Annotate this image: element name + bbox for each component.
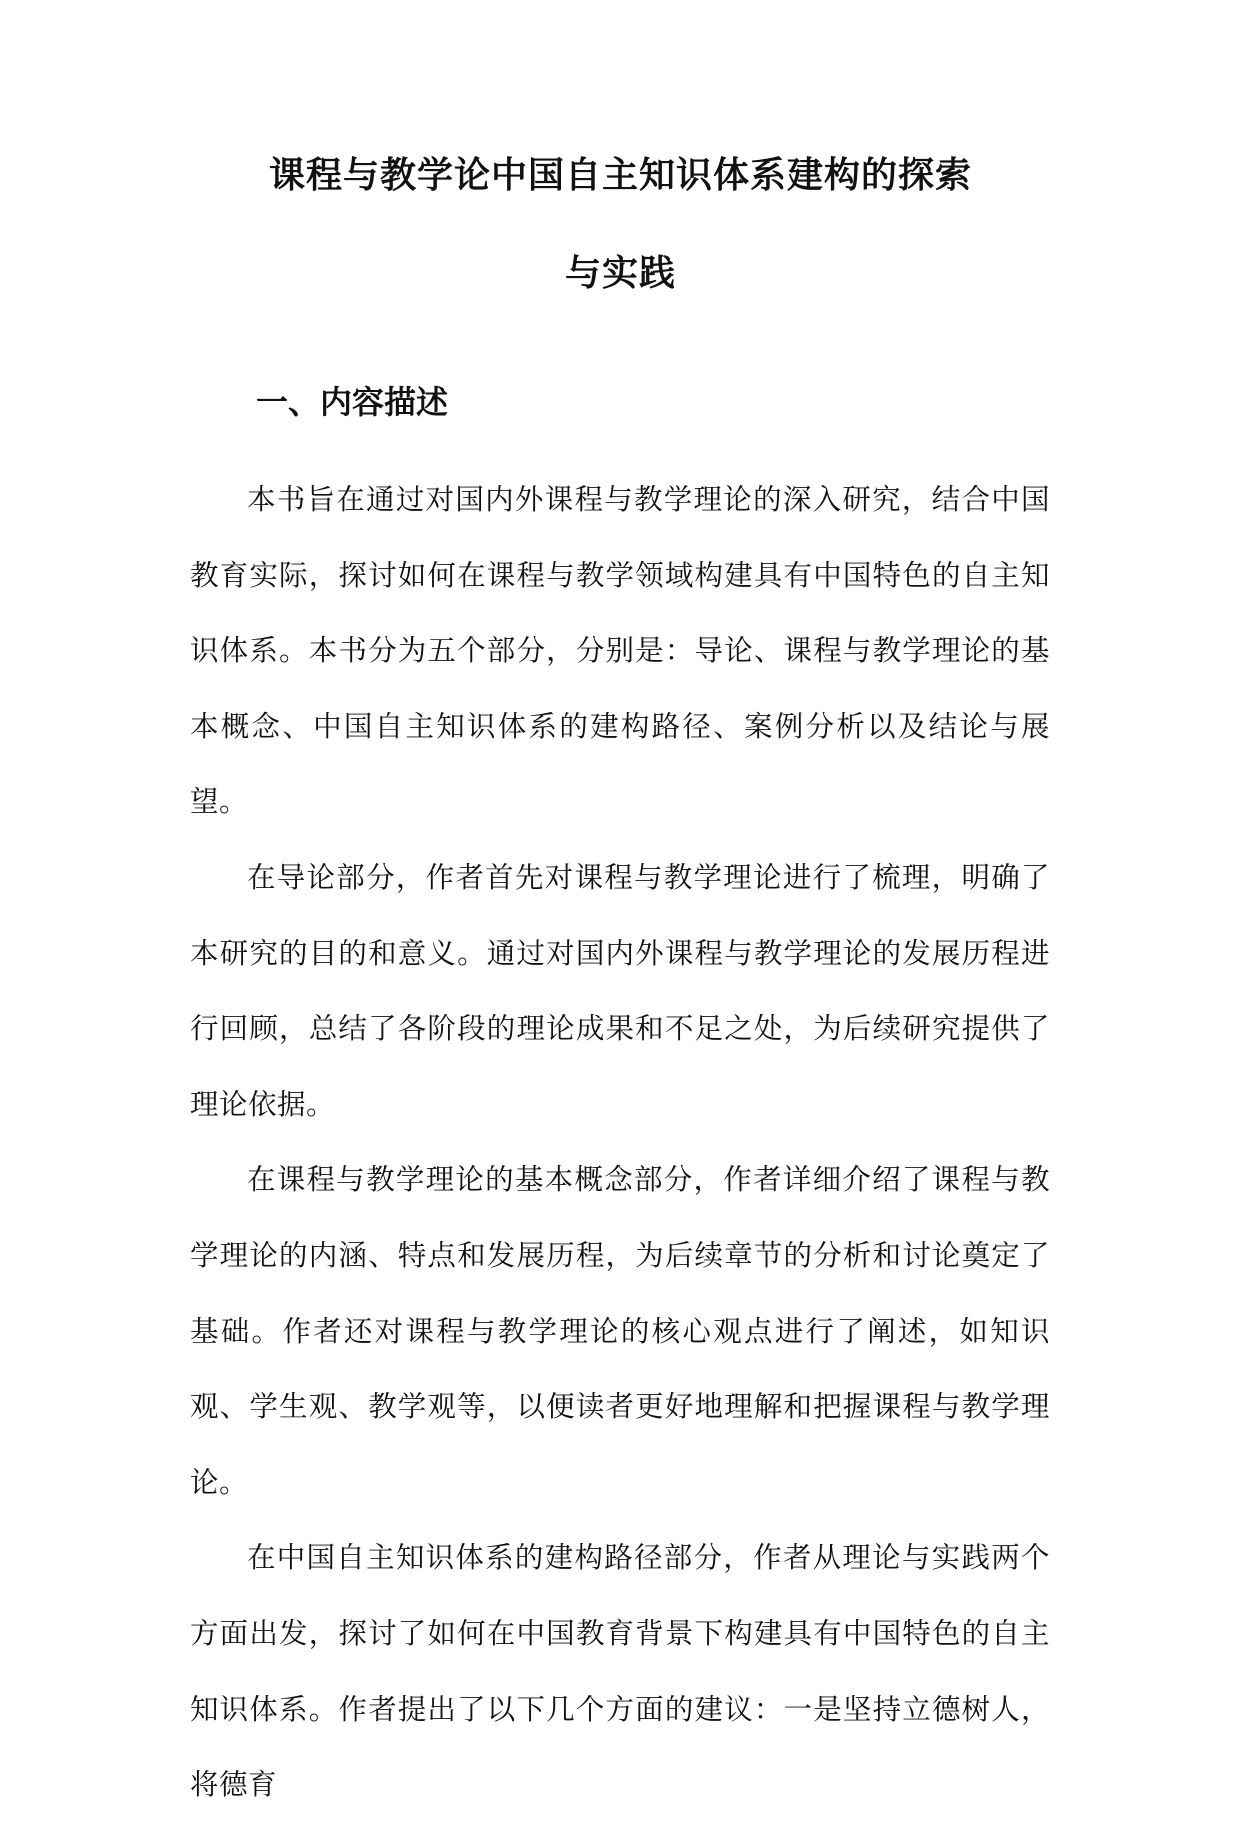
paragraph-4: 在中国自主知识体系的建构路径部分，作者从理论与实践两个方面出发，探讨了如何在中国教育背景下构建具有中国特色的自主知识体系。作者提出了以下几个方面的建议：一是坚持立德树人，将德育 <box>190 1541 1050 1802</box>
section-heading: 一、内容描述 <box>256 383 449 421</box>
paragraph-2: 在导论部分，作者首先对课程与教学理论进行了梳理，明确了本研究的目的和意义。通过对国内外课程与教学理论的发展历程进行回顾，总结了各阶段的理论成果和不足之处，为后续研究提供了理论依据。 <box>190 860 1050 1121</box>
document-body <box>190 462 1050 1823</box>
document-title-line-1: 课程与教学论中国自主知识体系建构的探索 <box>268 155 972 196</box>
paragraph-1: 本书旨在通过对国内外课程与教学理论的深入研究，结合中国教育实际，探讨如何在课程与教学领域构建具有中国特色的自主知识体系。本书分为五个部分，分别是：导论、课程与教学理论的基本概念、中国自主知识体系的建构路径、案例分析以及结论与展望。 <box>190 483 1050 819</box>
paragraph-3: 在课程与教学理论的基本概念部分，作者详细介绍了课程与教学理论的内涵、特点和发展历程，为后续章节的分析和讨论奠定了基础。作者还对课程与教学理论的核心观点进行了阐述，如知识观、学生观、教学观等，以便读者更好地理解和把握课程与教学理论。 <box>190 1163 1050 1499</box>
document-title-line-2: 与实践 <box>564 253 676 294</box>
